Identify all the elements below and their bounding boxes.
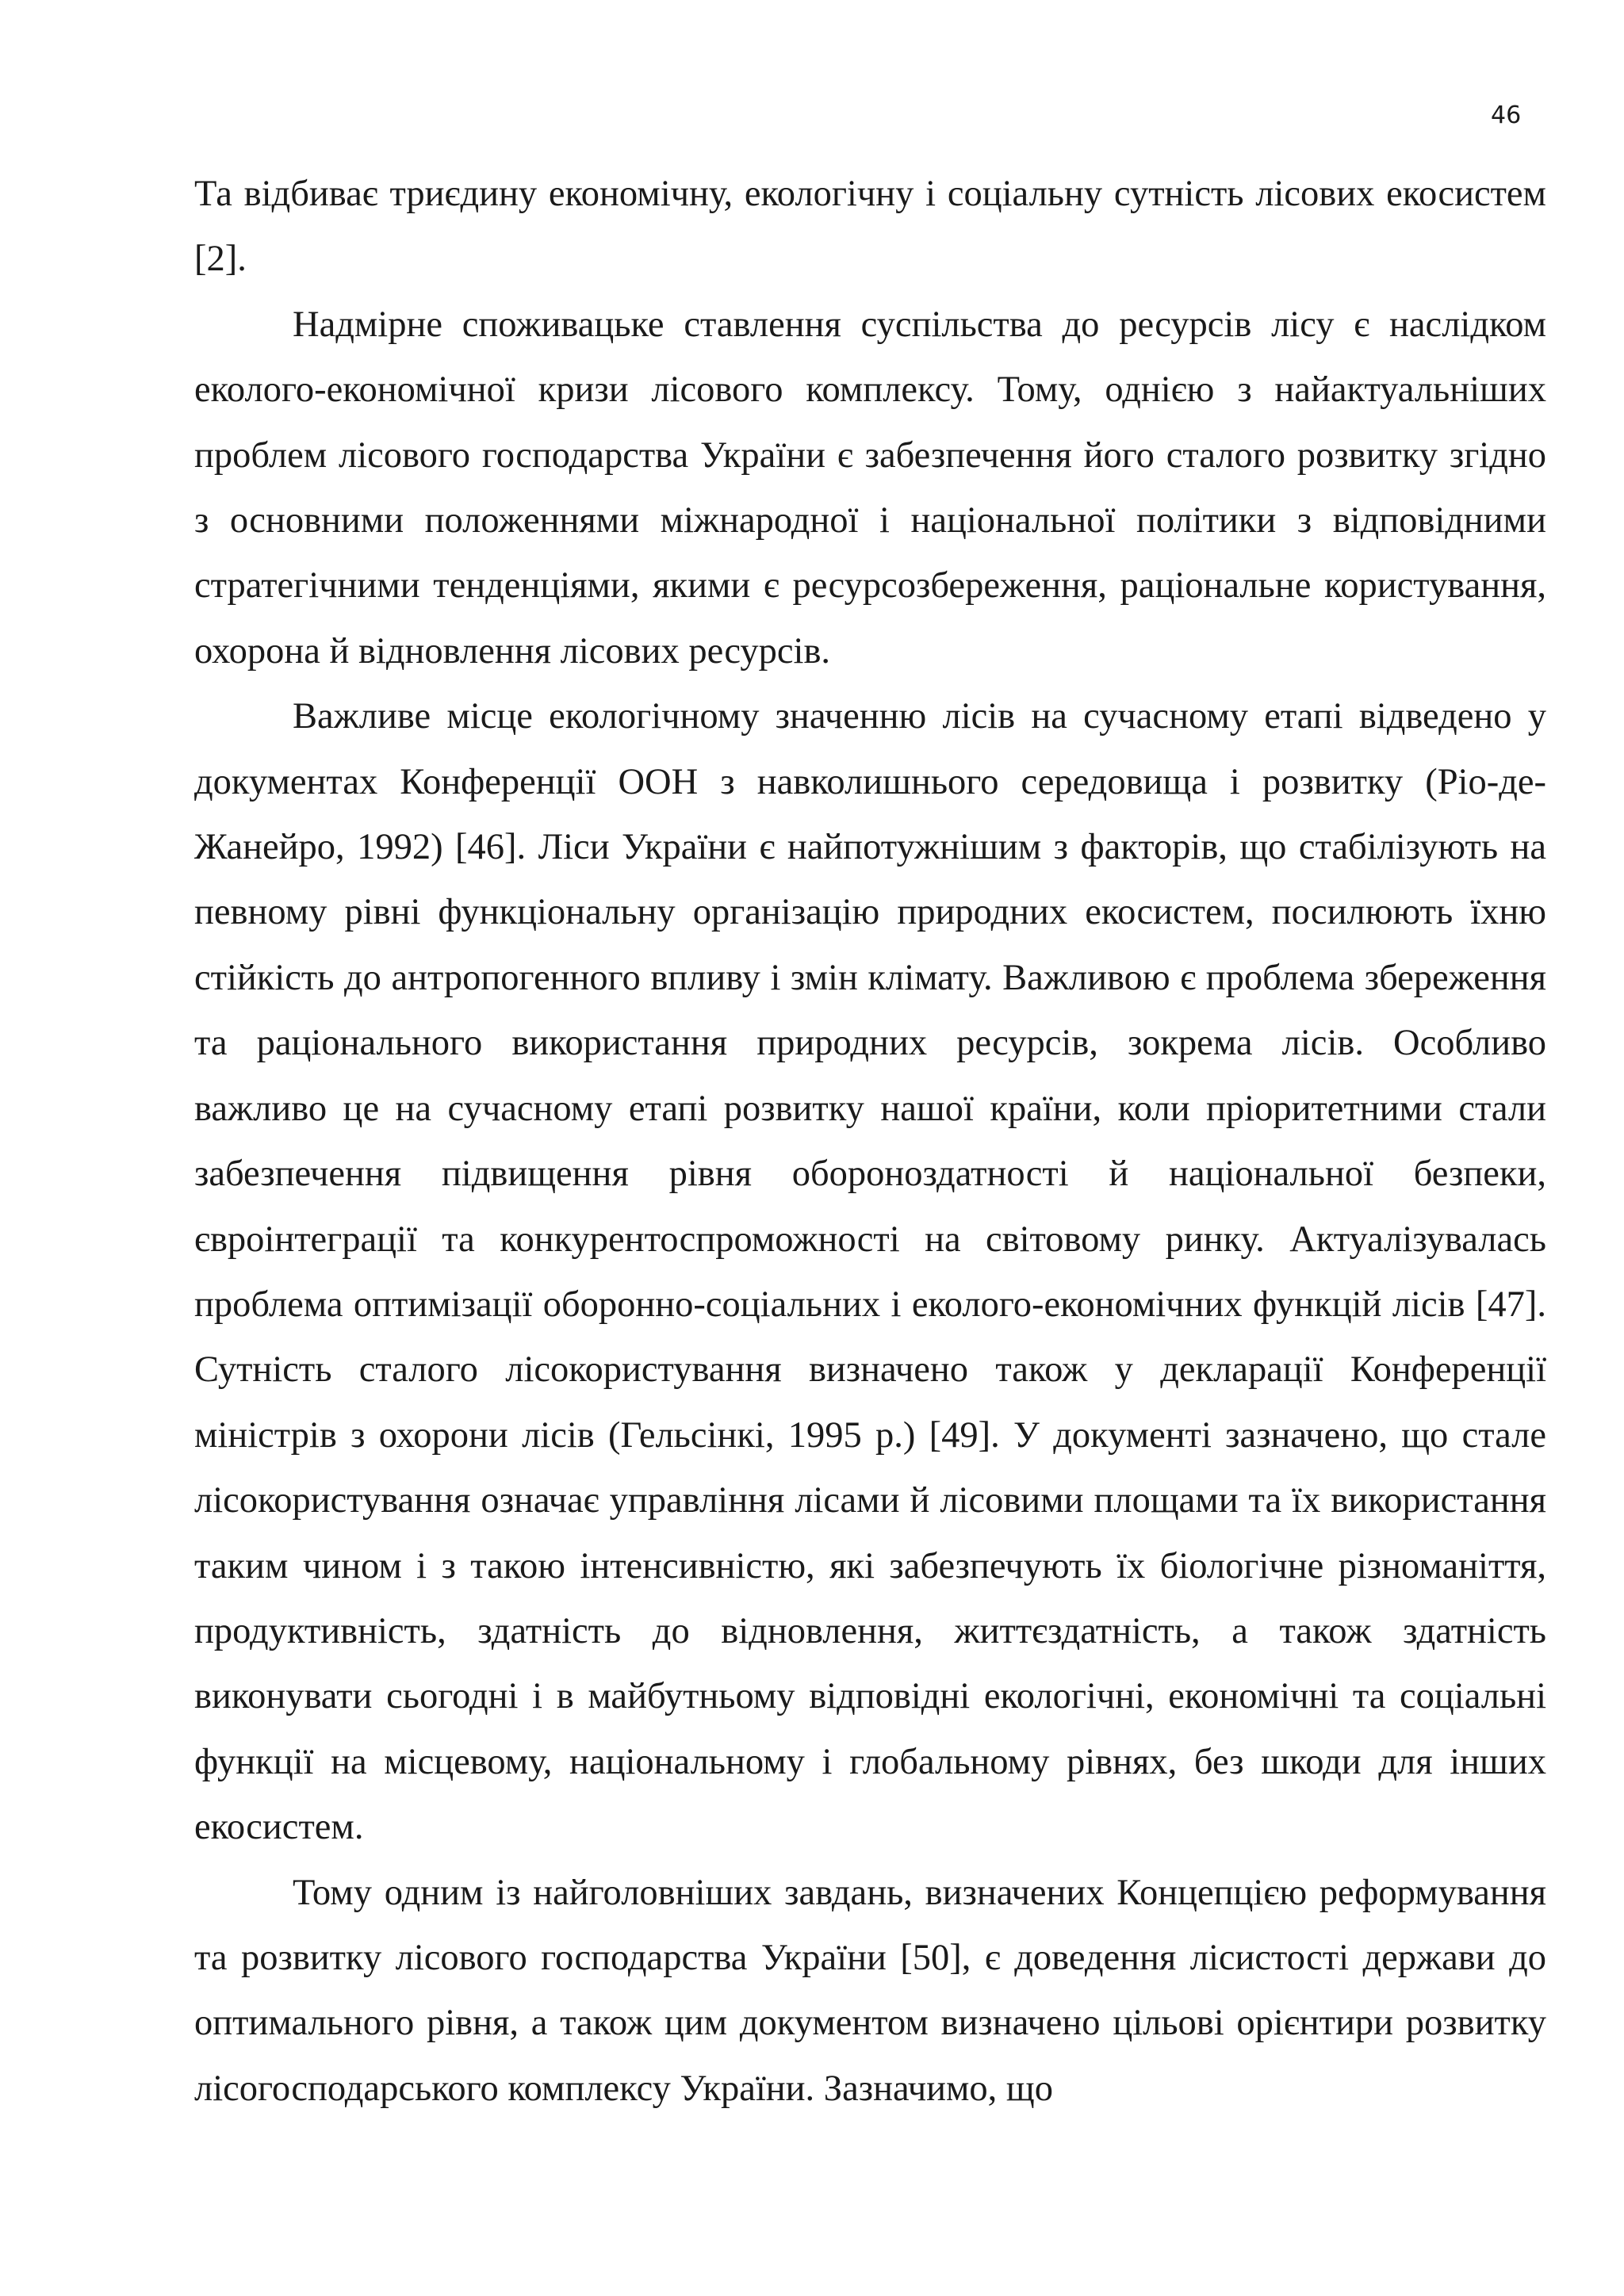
paragraph-4: Тому одним із найголовніших завдань, визначених Концепцією реформування та розвитку лісового господарства України [50], є доведення лісистості держави до оптимального рівня, а також цим документом визначено цільові орієнтири розвитку лісогосподарського комплексу України. Зазначимо, що — [194, 1872, 1546, 2109]
page-number: 46 — [1491, 101, 1522, 129]
paragraph-1: Та відбиває триєдину економічну, екологічну і соціальну сутність лісових екосистем [2]. — [194, 174, 1546, 280]
paragraph-3: Важливе місце екологічному значенню лісів на сучасному етапі відведено у документах Конференції ООН з навколишнього середовища і розвитку (Ріо-де-Жанейро, 1992) [46]. Ліси України є найпотужнішим з факторів, що стабілізують на певному рівні функціональну організацію природних екосистем, посилюють їхню стійкість до антропогенного впливу і змін клімату. Важливою є проблема збереження та раціонального використання природних ресурсів, зокрема лісів. Особливо важливо це на сучасному етапі розвитку нашої країни, коли пріоритетними стали забезпечення підвищення рівня обороноздатності й національної безпеки, євроінтеграції та конкурентоспроможності на світовому ринку. Актуалізувалась проблема оптимізації оборонно-соціальних і еколого-економічних функцій лісів [47]. Сутність сталого лісокористування визначено також у декларації Конференції міністрів з охорони лісів (Гельсінкі, 1995 р.) [49]. У документі зазначено, що стале лісокористування означає управління лісами й лісовими площами та їх використання таким чином і з такою інтенсивністю, які забезпечують їх біологічне різноманіття, продуктивність, здатність до відновлення, життєздатність, а також здатність виконувати сьогодні і в майбутньому відповідні екологічні, економічні та соціальні функції на місцевому, національному і глобальному рівнях, без шкоди для інших екосистем. — [194, 696, 1546, 1848]
body-text — [194, 162, 1546, 2122]
paragraph-2: Надмірне споживацьке ставлення суспільства до ресурсів лісу є наслідком еколого-економічної кризи лісового комплексу. Тому, однією з найактуальніших проблем лісового господарства України є забезпечення його сталого розвитку згідно з основними положеннями міжнародної і національної політики з відповідними стратегічними тенденціями, якими є ресурсозбереження, раціональне користування, охорона й відновлення лісових ресурсів. — [194, 304, 1546, 672]
